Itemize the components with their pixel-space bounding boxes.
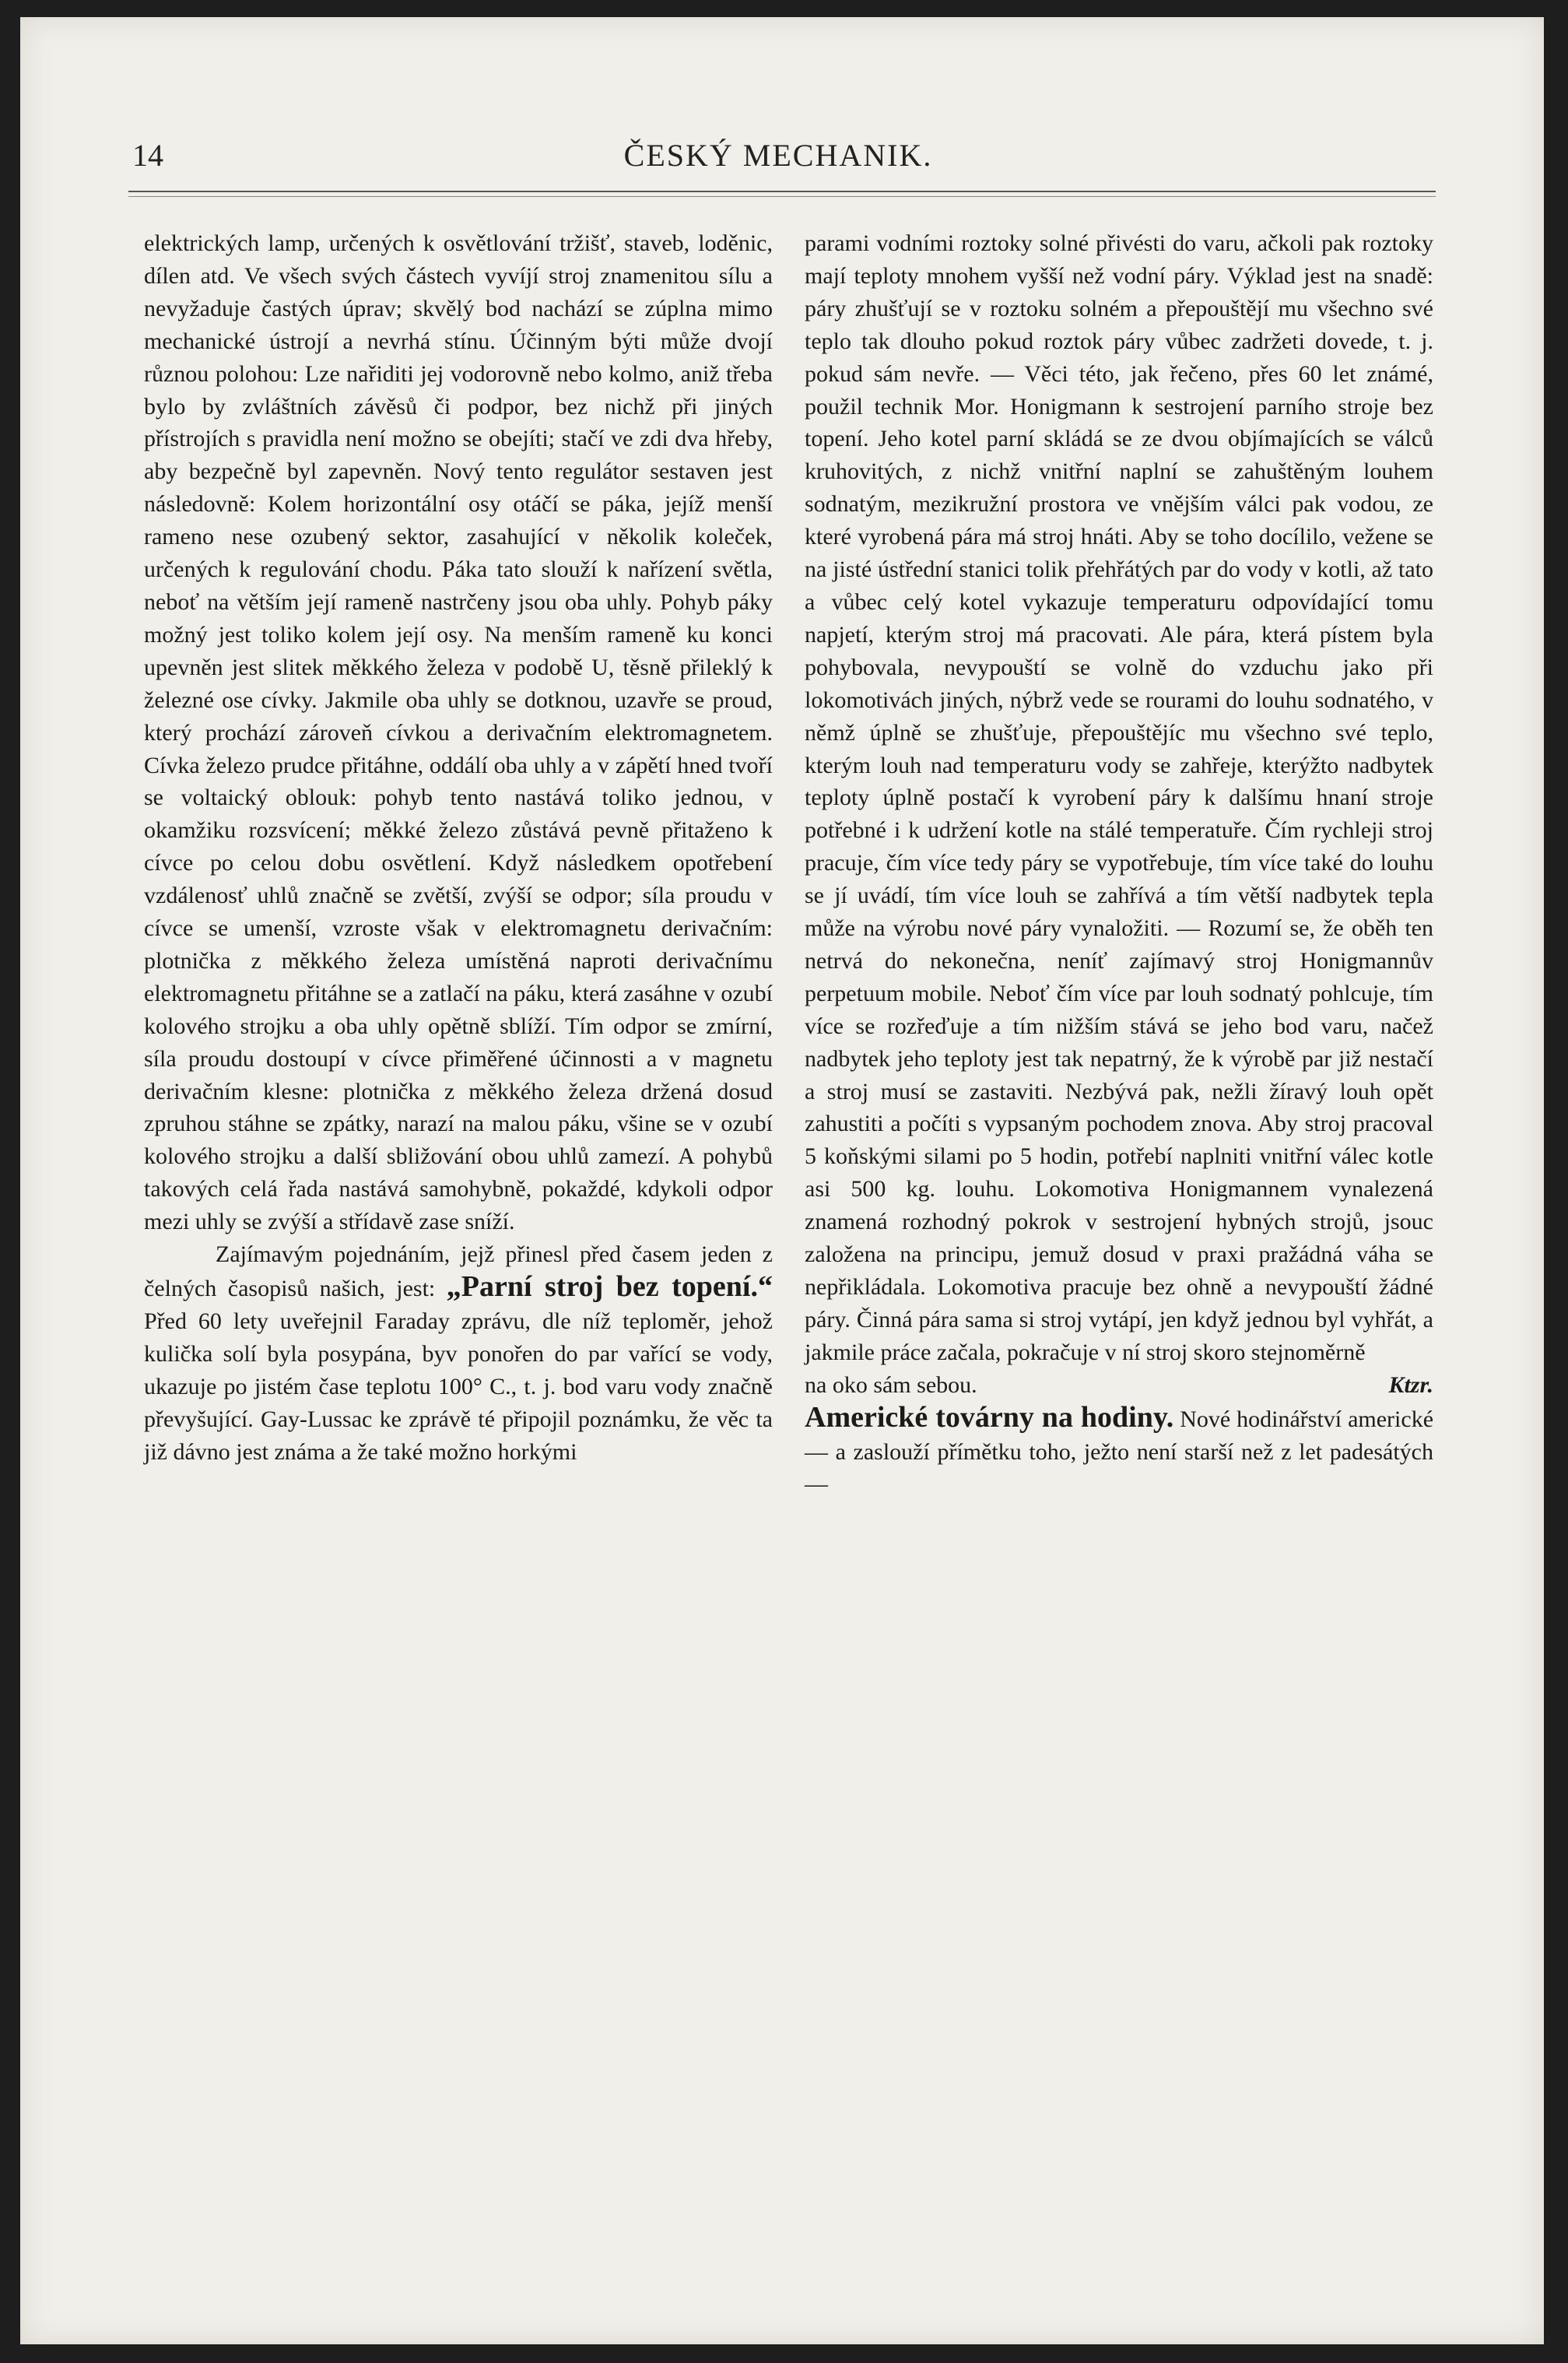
page-number: 14	[132, 138, 163, 173]
journal-title: ČESKÝ MECHANIK.	[623, 138, 933, 173]
steam-article-last-line: na oko sám sebou.	[805, 1371, 977, 1398]
clocks-article-title: Americké továrny na hodiny.	[805, 1400, 1174, 1434]
page-header	[132, 137, 1424, 184]
left-column	[144, 227, 773, 1468]
clocks-article-text: Nové hodinářství americké — a zaslouží přímětku toho, ježto není starší než z let padesátých —	[805, 1406, 1434, 1498]
article-steam-engine	[144, 1238, 773, 1468]
steam-article-intro: Zajímavým pojednáním, jejž přinesl před časem jeden z čelných časopisů našich, jest:	[144, 1241, 773, 1301]
steam-article-text: Před 60 lety uveřejnil Faraday zprávu, dle níž teploměr, jehož kulička solí byla posypána, byv ponořen do par vařící se vody, ukazuje po jistém čase teplotu 100° C., t. j. bod varu vody značně převyšující. Gay-Lussac ke zprávě té připojil poznámku, že věc ta již dávno jest známa a že také možno horkými	[144, 1308, 773, 1465]
right-column	[805, 227, 1433, 1501]
signature-line	[805, 1369, 1433, 1402]
article-regulator-text: elektrických lamp, určených k osvětlování tržišť, staveb, loděnic, dílen atd. Ve všech svých částech vyvíjí stroj znamenitou sílu a nevyžaduje častých úprav; skvělý bod nachází se zúplna mimo mechanické ústrojí a nevrhá stínu. Účinným býti může dvojí různou polohou: Lze nařiditi jej vodorovně nebo kolmo, aniž třeba bylo by zvláštních závěsů či podpor, bez nichž při jiných přístrojích s pravidla není možno se obejíti; stačí ve zdi dva hřeby, aby bezpečně byl zapevněn. Nový tento regulátor sestaven jest následovně: Kolem horizontální osy otáčí se páka, jejíž menší rameno nese ozubený sektor, zasahující v několik koleček, určených k regulování chodu. Páka tato slouží k nařízení světla, neboť na větším její rameně nastrčeny jsou oba uhly. Pohyb páky možný jest toliko kolem její osy. Na menším rameně ku konci upevněn jest slitek měkkého železa v podobě U, těsně přileklý k železné ose cívky. Jakmile oba uhly se dotknou, uzavře se proud, který prochází zároveň cívkou a derivačním elektromagnetem. Cívka železo prudce přitáhne, oddálí oba uhly a v zápětí hned tvoří se voltaický oblouk: pohyb tento nastává toliko jednou, v okamžiku rozsvícení; měkké železo zůstává pevně přitaženo k cívce po celou dobu osvětlení. Když následkem opotřebení vzdálenosť uhlů značně se zvětší, zvýší se odpor; síla proudu v cívce se umenší, vzroste však v elektromagnetu derivačním: plotnička z měkkého železa umístěná naproti derivačnímu elektromagnetu přitáhne se a zatlačí na páku, která zasáhne v ozubí kolového strojku a oba uhly opětně sblíží. Tím odpor se zmírní, síla proudu dostoupí v cívce přiměřené účinnosti a v magnetu derivačním klesne: plotnička z měkkého železa držená dosud zpruhou stáhne se zpátky, narazí na malou páku, všine se v ozubí kolového strojku a další sbližování obou uhlů zamezí. A pohybů takových celá řada nastává samohybně, pokaždé, kdykoli odpor mezi uhly se zvýší a střídavě zase sníží.	[144, 230, 773, 1235]
header-rule-thin	[128, 196, 1436, 197]
steam-article-title: „Parní stroj bez topení.“	[446, 1270, 773, 1303]
author-signature: Ktzr.	[1388, 1371, 1433, 1398]
article-american-clocks	[805, 1402, 1433, 1501]
header-rule	[128, 191, 1436, 192]
steam-article-continuation: parami vodními roztoky solné přivésti do varu, ačkoli pak roztoky mají teploty mnohem vyšší než vodní páry. Výklad jest na snadě: páry zhušťují se v roztoku solném a přepouštějí mu všechno své teplo tak dlouho pokud roztok páry vůbec zadržeti dovede, t. j. pokud sám nevře. — Věci této, jak řečeno, přes 60 let známé, použil technik Mor. Honigmann k sestrojení parního stroje bez topení. Jeho kotel parní skládá se ze dvou objímajících se válců kruhovitých, z nichž vnitřní naplní se zahuštěným louhem sodnatým, mezikružní prostora ve vnějším válci pak vodou, ze které vyrobená pára má stroj hnáti. Aby se toho docílilo, vežene se na jisté ústřední stanici tolik přehřátých par do vody v kotli, až tato a vůbec celý kotel vykazuje temperaturu odpovídající tomu napjetí, kterým stroj má pracovati. Ale pára, která pístem byla pohybovala, nevypouští se volně do vzduchu jako při lokomotivách jiných, nýbrž vede se rourami do louhu sodnatého, v němž úplně se zhušťuje, přepouštějíc mu všechno své teplo, kterým louh nad temperaturu vody se zahřeje, kterýžto nadbytek teploty úplně postačí k vyrobení páry k dalšímu hnaní stroje potřebné i k udržení kotle na stálé temperatuře. Čím rychleji stroj pracuje, čím více tedy páry se vypotřebuje, tím více také do louhu se jí uvádí, tím více louh se zahřívá a tím větší nadbytek tepla může na výrobu nové páry vynaložiti. — Rozumí se, že oběh ten netrvá do nekonečna, neníť zajímavý stroj Honigmannův perpetuum mobile. Neboť čím více par louh sodnatý pohlcuje, tím více se rozřeďuje a tím nižším stává se jeho bod varu, načež nadbytek jeho teploty jest tak nepatrný, že k výrobě par již nestačí a stroj musí se zastaviti. Nezbývá pak, nežli žíravý louh opět zahustiti a počíti s vypsaným pochodem znova. Aby stroj pracoval 5 koňskými silami po 5 hodin, potřebí naplniti vnitřní válec kotle asi 500 kg. louhu. Lokomotiva Honigmannem vynalezená znamená rozhodný pokrok v sestrojení hybných strojů, jsouc založena na principu, jemuž dosud v praxi pražádná váha se nepřikládala. Lokomotiva pracuje bez ohně a nevypouští žádné páry. Činná pára sama si stroj vytápí, jen když jednou byl vyhřát, a jakmile práce začala, pokračuje v ní stroj skoro stejnoměrně	[805, 230, 1433, 1365]
